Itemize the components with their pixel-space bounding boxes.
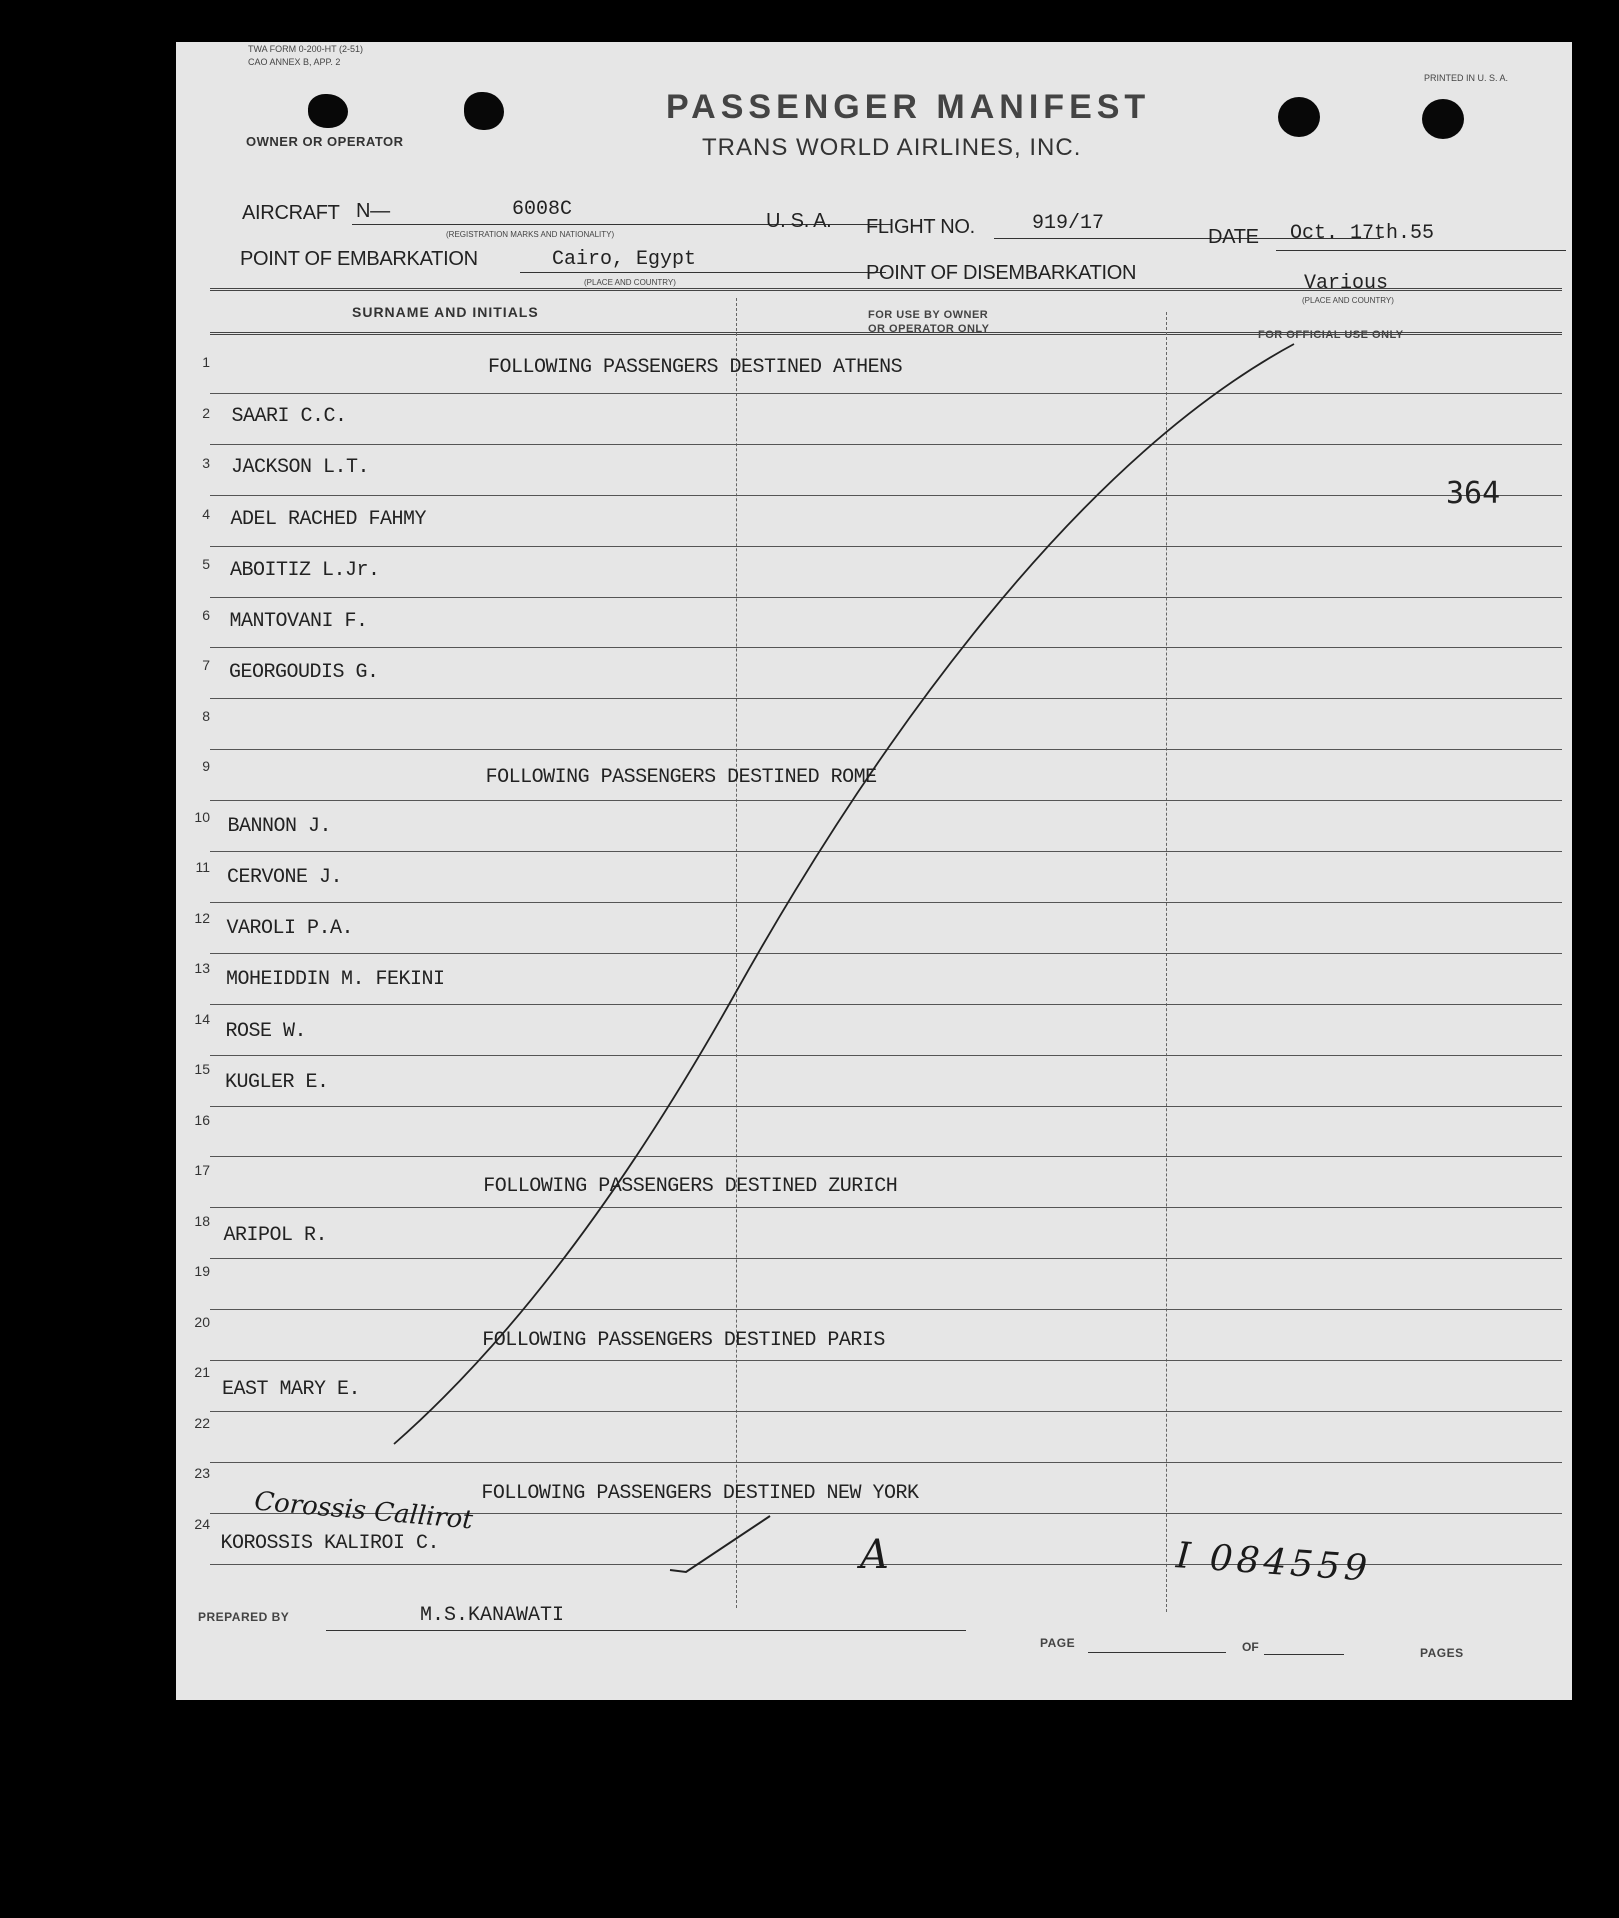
row-number: 8	[202, 707, 210, 724]
destination-heading: FOLLOWING PASSENGERS DESTINED PARIS	[482, 1328, 885, 1352]
row-number: 4	[202, 505, 210, 522]
usa-label: U. S. A.	[766, 210, 832, 232]
registration-note: (REGISTRATION MARKS AND NATIONALITY)	[446, 230, 615, 239]
row-number: 19	[194, 1263, 210, 1279]
row-number: 10	[194, 808, 210, 825]
passenger-name: BANNON J.	[227, 814, 332, 838]
row-number: 5	[202, 556, 210, 572]
row-number: 1	[202, 354, 210, 370]
prepared-by-label: PREPARED BY	[198, 1610, 290, 1624]
surname-column-header: SURNAME AND INITIALS	[352, 304, 539, 320]
disembarkation-value: Various	[1304, 272, 1389, 295]
row-number: 2	[202, 404, 210, 421]
of-label: OF	[1242, 1640, 1259, 1654]
strike-through-line	[176, 42, 1572, 1700]
passenger-name: MANTOVANI F.	[229, 610, 368, 633]
handwritten-code: I 084559	[1174, 1535, 1373, 1590]
owner-use-header-line2: OR OPERATOR ONLY	[868, 323, 990, 335]
prepared-by-value: M.S.KANAWATI	[420, 1604, 565, 1627]
row-number: 16	[194, 1111, 210, 1128]
page-title: PASSENGER MANIFEST	[666, 88, 1151, 126]
row-number: 18	[194, 1212, 210, 1229]
row-number: 21	[194, 1364, 210, 1380]
owner-operator-label: OWNER OR OPERATOR	[246, 134, 404, 149]
aircraft-prefix: N—	[356, 200, 390, 222]
passenger-name: GEORGOUDIS G.	[229, 661, 379, 685]
passenger-name: ADEL RACHED FAHMY	[230, 507, 427, 531]
page-label: PAGE	[1040, 1636, 1076, 1650]
disembarkation-label: POINT OF DISEMBARKATION	[866, 262, 1137, 284]
annex-note: CAO ANNEX B, APP. 2	[248, 57, 341, 67]
embarkation-value: Cairo, Egypt	[552, 248, 697, 271]
passenger-name: JACKSON L.T.	[231, 456, 370, 480]
row-number: 6	[202, 606, 210, 623]
row-number: 20	[194, 1313, 210, 1330]
passenger-name: EAST MARY E.	[222, 1378, 361, 1401]
handwritten-name: Corossis Callirot	[253, 1486, 474, 1536]
embarkation-note: (PLACE AND COUNTRY)	[584, 278, 676, 287]
row-number: 14	[194, 1010, 210, 1027]
row-number: 15	[194, 1061, 210, 1077]
embarkation-label: POINT OF EMBARKATION	[240, 248, 478, 270]
passenger-name: ABOITIZ L.Jr.	[230, 558, 380, 582]
airline-name: TRANS WORLD AIRLINES, INC.	[702, 134, 1082, 161]
passenger-name: ROSE W.	[225, 1019, 307, 1043]
official-use-header: FOR OFFICIAL USE ONLY	[1258, 329, 1404, 341]
destination-heading: FOLLOWING PASSENGERS DESTINED ROME	[485, 765, 877, 789]
passenger-name: VAROLI P.A.	[226, 917, 354, 941]
disembarkation-note: (PLACE AND COUNTRY)	[1302, 296, 1394, 305]
passenger-name: KUGLER E.	[225, 1070, 329, 1094]
aircraft-label: AIRCRAFT	[242, 202, 340, 224]
passenger-name: KOROSSIS KALIROI C.	[220, 1531, 440, 1555]
form-number: TWA FORM 0-200-HT (2-51)	[248, 44, 364, 54]
passenger-name: ARIPOL R.	[223, 1224, 328, 1248]
row-number: 9	[202, 758, 210, 774]
official-number: 364	[1446, 476, 1501, 511]
aircraft-value: 6008C	[512, 198, 573, 221]
owner-use-header-line1: FOR USE BY OWNER	[868, 309, 989, 321]
row-number: 7	[202, 657, 210, 673]
handwritten-check	[666, 1510, 776, 1580]
handwritten-initial: A	[860, 1532, 889, 1578]
date-value: Oct. 17th.55	[1290, 222, 1435, 245]
row-number: 17	[194, 1162, 210, 1178]
printed-in-note: PRINTED IN U. S. A.	[1424, 73, 1509, 83]
destination-heading: FOLLOWING PASSENGERS DESTINED NEW YORK	[481, 1482, 919, 1506]
row-number: 23	[194, 1465, 210, 1481]
flight-label: FLIGHT NO.	[866, 216, 975, 238]
row-number: 3	[202, 455, 210, 471]
row-number: 11	[195, 859, 210, 875]
destination-heading: FOLLOWING PASSENGERS DESTINED ATHENS	[488, 356, 903, 379]
manifest-sheet	[176, 42, 1572, 1700]
row-number: 12	[194, 909, 210, 926]
date-label: DATE	[1208, 226, 1259, 248]
passenger-name: CERVONE J.	[227, 866, 343, 889]
row-number: 24	[194, 1515, 210, 1532]
passenger-name: SAARI C.C.	[231, 405, 347, 429]
destination-heading: FOLLOWING PASSENGERS DESTINED ZURICH	[483, 1175, 898, 1199]
passenger-name: MOHEIDDIN M. FEKINI	[226, 968, 445, 992]
pages-label: PAGES	[1420, 1646, 1464, 1660]
flight-value: 919/17	[1032, 212, 1105, 235]
row-number: 13	[194, 960, 210, 976]
row-number: 22	[194, 1414, 210, 1431]
